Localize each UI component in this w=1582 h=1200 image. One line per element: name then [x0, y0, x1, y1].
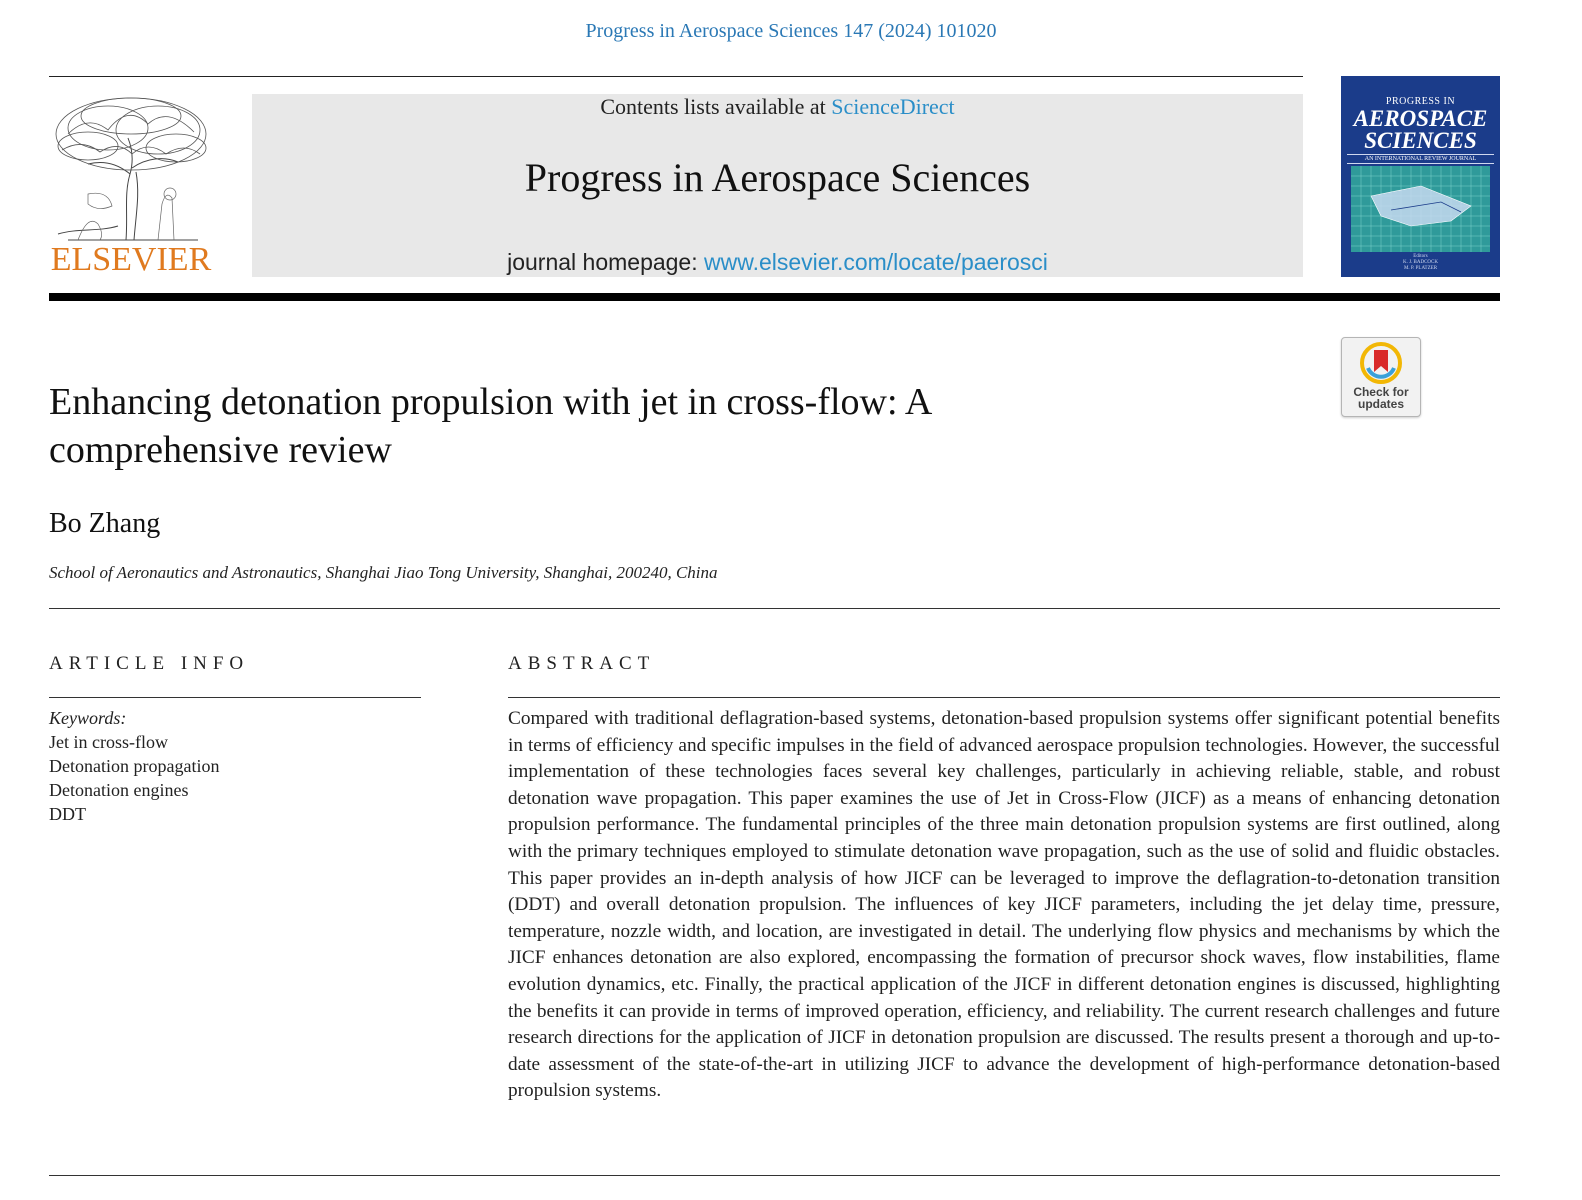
cover-editors	[1341, 254, 1500, 272]
cover-series: PROGRESS IN	[1385, 96, 1456, 107]
keyword-item: Jet in cross-flow	[49, 732, 168, 752]
article-title	[49, 378, 1149, 474]
cover-aircraft-mesh-icon	[1351, 166, 1490, 252]
author-name[interactable]: Bo Zhang	[49, 508, 161, 539]
abstract-body: Compared with traditional deflagration-based systems, detonation-based propulsion systems offer significant potential benefits in terms of efficiency and specific impulses in the field of advanced aerospace propulsion technologies. However, the successful implementation of these technologies faces several key challenges, particularly in achieving reliable, stable, and robust detonation wave propagation. This paper examines the use of Jet in Cross-Flow (JICF) as a means of enhancing detonation propulsion performance. The fundamental principles of the three main detonation propulsion systems are first outlined, along with the primary techniques employed to stimulate detonation wave propagation, such as the use of solid and fluidic obstacles. This paper provides an in-depth analysis of how JICF can be leveraged to improve the deflagration-to-detonation transition (DDT) and overall detonation propulsion. The influences of key JICF parameters, including the jet delay time, pressure, temperature, nozzle width, and location, are investigated in detail. The underlying flow physics and mechanisms by which the JICF enhances detonation are also explored, encompassing the formation of precursor shock waves, flow instabilities, flame evolution dynamics, etc. Finally, the practical application of the JICF in different detonation engines is discussed, highlighting the benefits it can provide in terms of improved operation, efficiency, and reliability. The current research challenges and future research directions for the application of JICF in detonation propulsion are discussed. The results present a thorough and up-to-date assessment of the state-of-the-art in utilizing JICF to advance the development of high-performance detonation-based propulsion systems.	[508, 708, 1500, 1102]
homepage-line	[252, 248, 1303, 276]
article-title-line2: comprehensive review	[49, 429, 392, 471]
elsevier-tree-icon	[48, 94, 214, 242]
abstract-divider	[508, 697, 1500, 698]
abstract-heading: ABSTRACT	[508, 653, 656, 674]
header-thick-divider	[49, 293, 1500, 301]
journal-cover[interactable]	[1341, 76, 1500, 277]
homepage-prefix: journal homepage:	[507, 249, 705, 275]
check-label-line1: Check for	[1353, 385, 1409, 399]
sciencedirect-link[interactable]: ScienceDirect	[831, 94, 955, 119]
bottom-divider	[49, 1175, 1500, 1176]
cover-editors-label: Editors	[1413, 254, 1428, 259]
bookmark-update-icon	[1360, 342, 1402, 384]
contents-line	[252, 94, 1303, 120]
cover-subtitle: AN INTERNATIONAL REVIEW JOURNAL	[1347, 154, 1494, 164]
elsevier-logo[interactable]	[48, 94, 214, 278]
check-label-line2: updates	[1357, 397, 1404, 411]
contents-prefix: Contents lists available at	[600, 94, 832, 119]
article-info-divider	[49, 697, 421, 698]
keyword-item: Detonation propagation	[49, 756, 220, 776]
cover-title	[1341, 108, 1500, 152]
title-divider	[49, 608, 1500, 609]
cover-editor-2: M. P. PLATZER	[1403, 266, 1438, 271]
article-title-line1: Enhancing detonation propulsion with jet in cross-flow: A	[49, 381, 933, 423]
keywords-list	[49, 706, 421, 826]
cover-title-line1: AEROSPACE	[1353, 106, 1488, 131]
journal-citation[interactable]: Progress in Aerospace Sciences 147 (2024) 101020	[585, 20, 997, 42]
cover-title-line2: SCIENCES	[1364, 128, 1477, 153]
keywords-label: Keywords:	[49, 708, 127, 728]
homepage-link[interactable]: www.elsevier.com/locate/paerosci	[704, 249, 1048, 275]
top-divider	[49, 76, 1303, 77]
journal-title: Progress in Aerospace Sciences	[524, 155, 1031, 200]
keyword-item: Detonation engines	[49, 780, 189, 800]
check-for-updates-label	[1342, 386, 1420, 410]
elsevier-wordmark: ELSEVIER	[50, 241, 212, 278]
cover-editor-1: K. J. BADCOCK	[1402, 260, 1438, 265]
keyword-item: DDT	[49, 804, 86, 824]
author-affiliation: School of Aeronautics and Astronautics, Shanghai Jiao Tong University, Shanghai, 200240, China	[49, 563, 718, 582]
article-info-heading: ARTICLE INFO	[49, 653, 250, 674]
check-for-updates-button[interactable]	[1341, 337, 1421, 417]
